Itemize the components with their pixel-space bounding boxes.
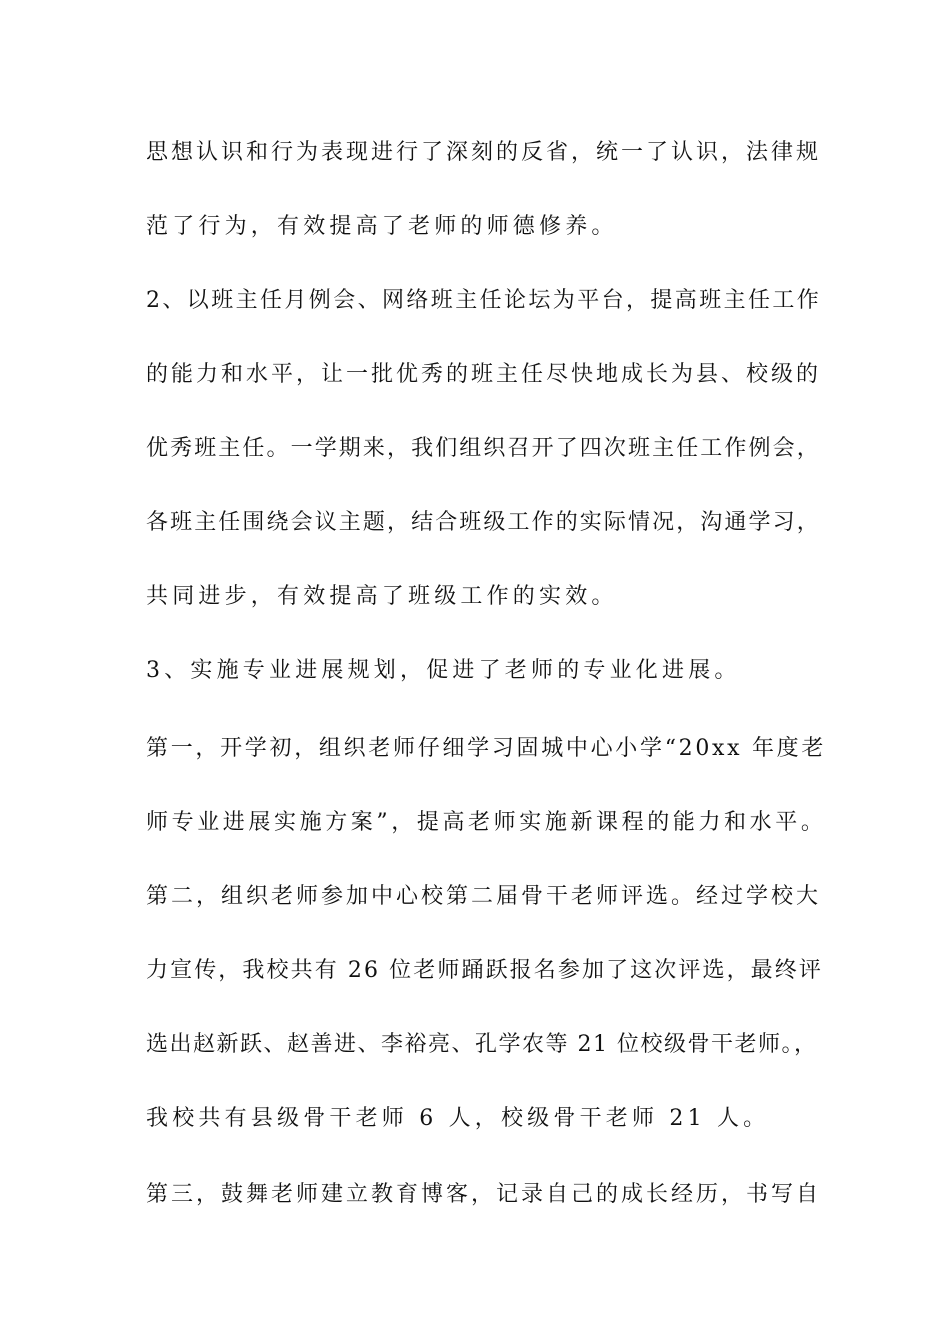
- text-line: 选出赵新跃、赵善进、李裕亮、孔学农等 21 位校级骨干老师。，: [146, 1032, 818, 1057]
- text-line: 2、以班主任月例会、网络班主任论坛为平台，提高班主任工作: [146, 288, 822, 313]
- text-line: 第二，组织老师参加中心校第二届骨干老师评选。经过学校大: [146, 884, 822, 909]
- text-line: 第一，开学初，组织老师仔细学习固城中心小学“20xx 年度老: [146, 736, 827, 761]
- text-line: 范了行为，有效提高了老师的师德修养。: [146, 214, 618, 239]
- text-line: 的能力和水平，让一批优秀的班主任尽快地成长为县、校级的: [146, 362, 822, 387]
- text-line: 师专业进展实施方案”，提高老师实施新课程的能力和水平。: [146, 810, 827, 835]
- text-line: 力宣传，我校共有 26 位老师踊跃报名参加了这次评选，最终评: [146, 958, 823, 983]
- text-line: 第三，鼓舞老师建立教育博客，记录自己的成长经历，书写自: [146, 1182, 822, 1207]
- text-line: 3、实施专业进展规划，促进了老师的专业化进展。: [146, 658, 741, 683]
- text-line: 共同进步，有效提高了班级工作的实效。: [146, 584, 618, 609]
- text-line: 优秀班主任。一学期来，我们组织召开了四次班主任工作例会，: [146, 436, 821, 461]
- text-line: 思想认识和行为表现进行了深刻的反省，统一了认识，法律规: [146, 140, 822, 165]
- text-line: 各班主任围绕会议主题，结合班级工作的实际情况，沟通学习，: [146, 510, 821, 535]
- text-line: 我校共有县级骨干老师 6 人，校级骨干老师 21 人。: [146, 1106, 770, 1131]
